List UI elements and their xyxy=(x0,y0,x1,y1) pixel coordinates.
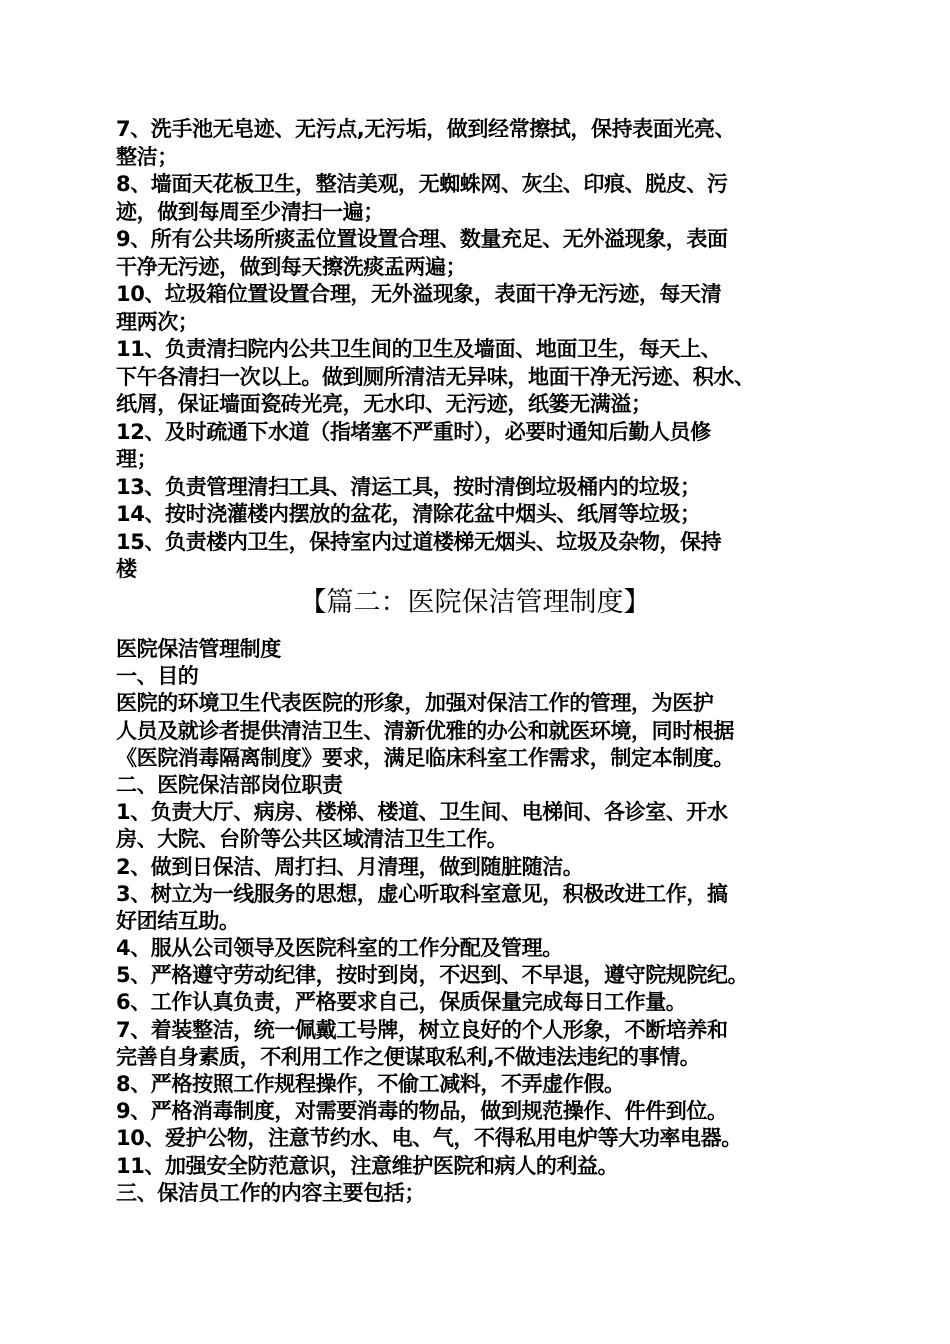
paragraph-line: 8、严格按照工作规程操作，不偷工减料，不弄虚作假。 xyxy=(116,1072,625,1096)
paragraph-line: 5、严格遵守劳动纪律，按时到岗，不迟到、不早退，遵守院规院纪。 xyxy=(116,963,749,988)
paragraph-line: 下午各清扫一次以上。做到厕所清洁无异味，地面干净无污迹、积水、 xyxy=(116,364,755,389)
paragraph-line: 13、负责管理清扫工具、清运工具，按时清倒垃圾桶内的垃圾； xyxy=(116,474,701,499)
paragraph-line: 2、做到日保洁、周打扫、月清理，做到随脏随洁。 xyxy=(116,854,584,879)
paragraph-line: 《医院消毒隔离制度》要求，满足临床科室工作需求，制定本制度。 xyxy=(116,745,734,770)
paragraph-line: 10、垃圾箱位置设置合理，无外溢现象，表面干净无污迹，每天清 xyxy=(116,282,722,306)
paragraph-line: 好团结互助。 xyxy=(116,908,240,933)
paragraph-line: 12、及时疏通下水道（指堵塞不严重时），必要时通知后勤人员修 xyxy=(116,419,711,444)
paragraph-line: 14、按时浇灌楼内摆放的盆花，清除花盆中烟头、纸屑等垃圾； xyxy=(116,502,701,526)
paragraph-line: 理； xyxy=(116,447,158,471)
paragraph-line: 迹，做到每周至少清扫一遍； xyxy=(116,199,384,224)
paragraph-line: 10、爱护公物，注意节约水、电、气，不得私用电炉等大功率电器。 xyxy=(116,1126,742,1151)
paragraph-line: 整洁； xyxy=(116,144,178,169)
paragraph-line: 纸屑，保证墙面瓷砖光亮，无水印、无污迹，纸篓无满溢； xyxy=(116,392,652,416)
cleaning-duties-continued xyxy=(116,116,846,584)
document-title: 医院保洁管理制度 xyxy=(116,637,281,661)
paragraph-line: 9、严格消毒制度，对需要消毒的物品，做到规范操作、件件到位。 xyxy=(116,1099,728,1124)
paragraph-line: 3、树立为一线服务的思想，虚心听取科室意见，积极改进工作，搞 xyxy=(116,881,728,906)
paragraph-line: 15、负责楼内卫生，保持室内过道楼梯无烟头、垃圾及杂物，保持 xyxy=(116,529,722,554)
paragraph-line: 4、服从公司领导及医院科室的工作分配及管理。 xyxy=(116,936,563,961)
paragraph-line: 理两次； xyxy=(116,309,199,334)
paragraph-line: 医院的环境卫生代表医院的形象，加强对保洁工作的管理，为医护 xyxy=(116,691,714,716)
paragraph-line: 8、墙面天花板卫生，整洁美观，无蜘蛛网、灰尘、印痕、脱皮、污 xyxy=(116,172,728,196)
paragraph-line: 干净无污迹，做到每天擦洗痰盂两遍； xyxy=(116,254,467,279)
paragraph-line: 6、工作认真负责，严格要求自己，保质保量完成每日工作量。 xyxy=(116,990,687,1015)
cleaning-management-rules xyxy=(116,636,846,1207)
paragraph-line: 9、所有公共场所痰盂位置设置合理、数量充足、无外溢现象，表面 xyxy=(116,227,728,251)
paragraph-line: 房、大院、台阶等公共区域清洁卫生工作。 xyxy=(116,827,508,852)
subheading: 一、目的 xyxy=(116,664,199,689)
paragraph-line: 11、加强安全防范意识，注意维护医院和病人的利益。 xyxy=(116,1153,619,1178)
section-heading: 【篇二：医院保洁管理制度】 xyxy=(299,587,651,618)
paragraph-line: 7、洗手池无皂迹、无污点,无污垢，做到经常擦拭，保持表面光亮、 xyxy=(116,117,736,141)
subheading: 三、保洁员工作的内容主要包括； xyxy=(116,1180,425,1205)
paragraph-line: 11、负责清扫院内公共卫生间的卫生及墙面、地面卫生，每天上、 xyxy=(116,337,722,361)
paragraph-line: 7、着装整洁，统一佩戴工号牌，树立良好的个人形象，不断培养和 xyxy=(116,1017,728,1042)
subheading: 二、医院保洁部岗位职责 xyxy=(116,772,343,797)
paragraph-line: 1、负责大厅、病房、楼梯、楼道、卫生间、电梯间、各诊室、开水 xyxy=(116,800,728,825)
paragraph-line: 人员及就诊者提供清洁卫生、清新优雅的办公和就医环境，同时根据 xyxy=(116,718,734,743)
paragraph-line: 完善自身素质，不利用工作之便谋取私利,不做违法违纪的事情。 xyxy=(116,1044,701,1069)
paragraph-line: 楼 xyxy=(116,557,137,581)
